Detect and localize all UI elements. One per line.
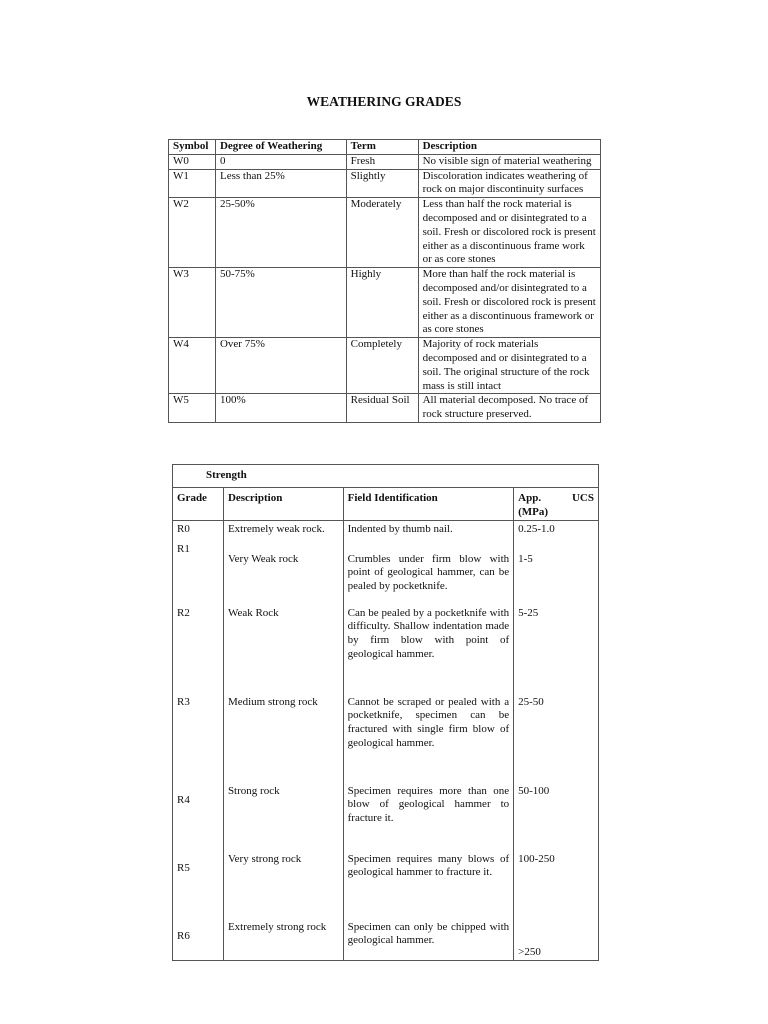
term-cell: Moderately	[346, 198, 418, 268]
field-cell: Cannot be scraped or pealed with a pocketknife, specimen can be fractured with single firm blow of geological hammer.	[343, 696, 514, 785]
ucs-cell: >250	[514, 921, 599, 961]
degree-cell: 50-75%	[215, 268, 346, 338]
ucs-cell: 25-50	[514, 696, 599, 785]
table-row	[173, 607, 599, 696]
table-row	[169, 338, 601, 394]
table-header-row	[173, 488, 599, 521]
table-row	[173, 853, 599, 921]
ucs-header-app: App.	[518, 492, 542, 504]
table-row	[169, 394, 601, 423]
degree-cell: 100%	[215, 394, 346, 423]
ucs-header	[514, 488, 599, 521]
column-header: Term	[346, 140, 418, 155]
symbol-cell: W0	[169, 154, 216, 169]
symbol-cell: W4	[169, 338, 216, 394]
description-cell: Extremely weak rock.	[223, 520, 343, 543]
ucs-cell: 0.25-1.0	[514, 520, 599, 543]
grade-cell: R1	[173, 543, 224, 607]
description-cell: Discoloration indicates weathering of rock on major discontinuity surfaces	[418, 169, 600, 198]
degree-cell: Over 75%	[215, 338, 346, 394]
description-cell: All material decomposed. No trace of rock structure preserved.	[418, 394, 600, 423]
degree-cell: Less than 25%	[215, 169, 346, 198]
column-header: Symbol	[169, 140, 216, 155]
ucs-cell: 100-250	[514, 853, 599, 921]
strength-caption-row	[173, 465, 599, 488]
ucs-cell: 50-100	[514, 785, 599, 853]
column-header: Description	[418, 140, 600, 155]
field-cell: Crumbles under firm blow with point of geological hammer, can be pealed by pocketknife.	[343, 543, 514, 607]
grade-cell: R4	[173, 785, 224, 853]
description-cell: Strong rock	[223, 785, 343, 853]
strength-table	[172, 464, 599, 961]
description-cell: Very Weak rock	[223, 543, 343, 607]
symbol-cell: W3	[169, 268, 216, 338]
table-row	[169, 169, 601, 198]
term-cell: Slightly	[346, 169, 418, 198]
term-cell: Residual Soil	[346, 394, 418, 423]
description-cell: Extremely strong rock	[223, 921, 343, 961]
term-cell: Highly	[346, 268, 418, 338]
description-cell: Majority of rock materials decomposed and or disintegrated to a soil. The original structure of the rock mass is still intact	[418, 338, 600, 394]
grade-cell: R0	[173, 520, 224, 543]
ucs-header-ucs: UCS	[571, 492, 594, 504]
table-row	[173, 696, 599, 785]
term-cell: Fresh	[346, 154, 418, 169]
table-row	[173, 543, 599, 607]
table-header-row	[169, 140, 601, 155]
degree-cell: 25-50%	[215, 198, 346, 268]
table-row	[169, 198, 601, 268]
description-header: Description	[223, 488, 343, 521]
description-cell: More than half the rock material is decomposed and/or disintegrated to a soil. Fresh or discolored rock is present either as a discontinuous framework or as core stones	[418, 268, 600, 338]
field-cell: Specimen can only be chipped with geological hammer.	[343, 921, 514, 961]
term-cell: Completely	[346, 338, 418, 394]
symbol-cell: W1	[169, 169, 216, 198]
grade-cell: R6	[173, 921, 224, 961]
table-row	[173, 921, 599, 961]
degree-cell: 0	[215, 154, 346, 169]
description-cell: Very strong rock	[223, 853, 343, 921]
field-cell: Indented by thumb nail.	[343, 520, 514, 543]
grade-cell: R2	[173, 607, 224, 696]
grade-cell: R3	[173, 696, 224, 785]
description-cell: No visible sign of material weathering	[418, 154, 600, 169]
grade-header: Grade	[173, 488, 224, 521]
field-cell: Specimen requires many blows of geological hammer to fracture it.	[343, 853, 514, 921]
ucs-cell: 5-25	[514, 607, 599, 696]
grade-cell: R5	[173, 853, 224, 921]
ucs-header-unit: (MPa)	[518, 505, 549, 518]
symbol-cell: W5	[169, 394, 216, 423]
field-cell: Specimen requires more than one blow of geological hammer to fracture it.	[343, 785, 514, 853]
symbol-cell: W2	[169, 198, 216, 268]
table-row	[169, 154, 601, 169]
field-identification-header: Field Identification	[343, 488, 514, 521]
description-cell: Less than half the rock material is decomposed and or disintegrated to a soil. Fresh or discolored rock is present either as a discontinuous frame work or as core stones	[418, 198, 600, 268]
column-header: Degree of Weathering	[215, 140, 346, 155]
ucs-cell: 1-5	[514, 543, 599, 607]
table-row	[173, 785, 599, 853]
table-row	[169, 268, 601, 338]
strength-caption: Strength	[173, 465, 599, 488]
weathering-grades-table	[168, 139, 601, 423]
table-row	[173, 520, 599, 543]
page-title: WEATHERING GRADES	[306, 94, 462, 109]
description-cell: Weak Rock	[223, 607, 343, 696]
description-cell: Medium strong rock	[223, 696, 343, 785]
field-cell: Can be pealed by a pocketknife with difficulty. Shallow indentation made by firm blow with point of geological hammer.	[343, 607, 514, 696]
